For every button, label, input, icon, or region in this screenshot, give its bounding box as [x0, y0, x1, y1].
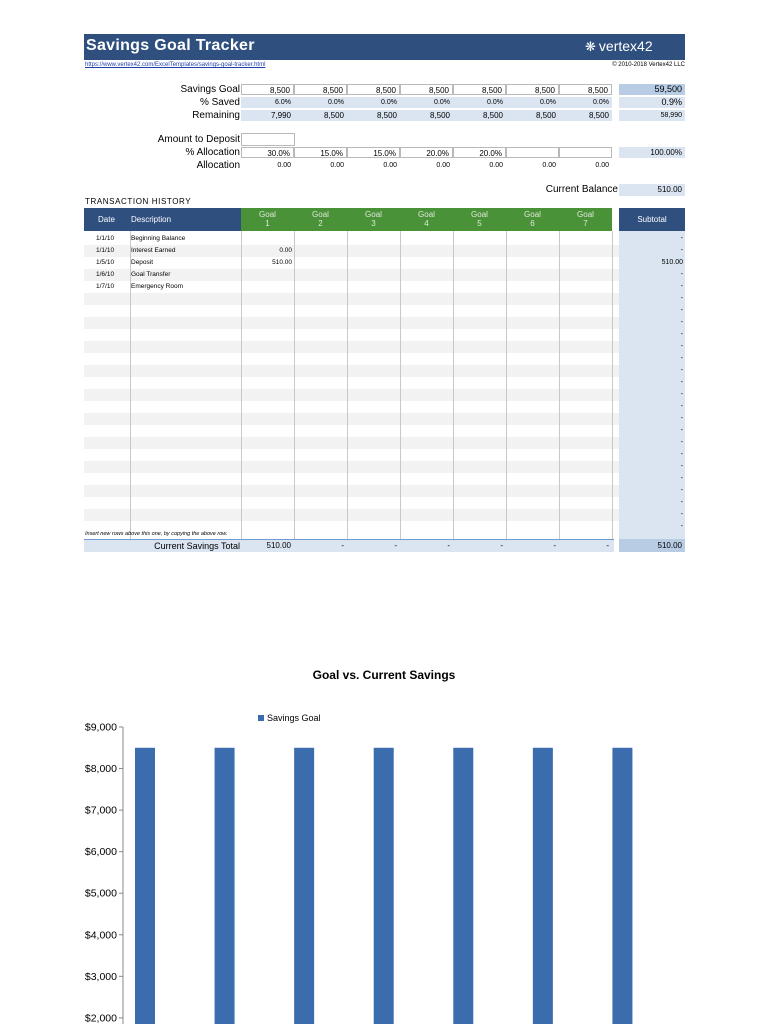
y-tick-label: $3,000 [84, 970, 117, 983]
savings-goal-label: Savings Goal [180, 84, 240, 95]
row-date: 1/1/10 [96, 235, 115, 242]
copyright-text: © 2010-2018 Vertex42 LLC [612, 62, 685, 68]
remaining-goal-2: 8,500 [294, 110, 347, 121]
column-divider [453, 231, 454, 539]
bar-goal-3 [294, 748, 314, 1024]
goal-5-column-header [453, 208, 506, 231]
row-subtotal: - [680, 487, 683, 494]
pct-saved-goal-1: 6.0% [241, 97, 294, 108]
goal-header-number: 1 [265, 219, 270, 228]
y-tick-label: $9,000 [84, 721, 117, 734]
legend-label: Savings Goal [267, 713, 321, 723]
pct-saved-goal-2: 0.0% [294, 97, 347, 108]
goal-4-column-header [400, 208, 453, 231]
bar-chart [0, 690, 768, 1024]
goal-header-word: Goal [418, 210, 435, 219]
row-description: Beginning Balance [131, 235, 186, 242]
goal-header-word: Goal [471, 210, 488, 219]
row-subtotal: - [680, 499, 683, 506]
current-balance-value: 510.00 [619, 184, 685, 196]
transaction-history-title: TRANSACTION HISTORY [85, 197, 192, 206]
row-subtotal: 510.00 [661, 259, 683, 266]
allocation-pct-goal-2[interactable]: 15.0% [294, 147, 347, 158]
pct-saved-total: 0.9% [619, 97, 685, 108]
row-subtotal: - [680, 283, 683, 290]
row-subtotal: - [680, 331, 683, 338]
pct-saved-goal-7: 0.0% [559, 97, 612, 108]
allocation-pct-goal-5[interactable]: 20.0% [453, 147, 506, 158]
y-tick-label: $4,000 [84, 929, 117, 942]
row-subtotal: - [680, 403, 683, 410]
y-tick-label: $5,000 [84, 887, 117, 900]
allocation-goal-2: 0.00 [330, 162, 344, 169]
row-subtotal: - [680, 391, 683, 398]
column-divider [506, 231, 507, 539]
allocation-pct-total: 100.00% [619, 147, 685, 158]
template-link[interactable]: https://www.vertex42.com/ExcelTemplates/savings-goal-tracker.html [85, 62, 266, 68]
row-date: 1/5/10 [96, 259, 115, 266]
column-divider [612, 231, 613, 539]
goal-6-column-header [506, 208, 559, 231]
row-subtotal: - [680, 355, 683, 362]
y-tick-label: $6,000 [84, 846, 117, 859]
goal-header-number: 3 [371, 219, 376, 228]
brand-name: vertex42 [598, 38, 653, 54]
goal-header-number: 6 [530, 219, 535, 228]
row-subtotal: - [680, 343, 683, 350]
row-subtotal: - [680, 463, 683, 470]
total-subtotal: 510.00 [619, 539, 685, 552]
column-divider [294, 231, 295, 539]
row-stripe [84, 437, 619, 449]
row-stripe [84, 389, 619, 401]
total-goal-7: - [606, 541, 609, 550]
row-date: 1/6/10 [96, 271, 115, 278]
row-subtotal: - [680, 511, 683, 518]
row-description: Interest Earned [131, 247, 176, 254]
goal-header-number: 4 [424, 219, 429, 228]
row-stripe [84, 365, 619, 377]
allocation-goal-5: 0.00 [489, 162, 503, 169]
row-subtotal: - [680, 439, 683, 446]
row-subtotal: - [680, 247, 683, 254]
column-divider [559, 231, 560, 539]
allocation-pct-goal-3[interactable]: 15.0% [347, 147, 400, 158]
row-subtotal: - [680, 319, 683, 326]
transaction-table [84, 231, 685, 539]
total-goal-1: 510.00 [266, 541, 291, 550]
row-subtotal: - [680, 235, 683, 242]
row-goal-1-amount [241, 269, 292, 281]
vertex42-logo-icon: ❋ [585, 39, 596, 54]
allocation-goal-3: 0.00 [383, 162, 397, 169]
remaining-goal-6: 8,500 [506, 110, 559, 121]
total-goal-5: - [500, 541, 503, 550]
subtotal-column-header: Subtotal [619, 208, 685, 231]
pct-saved-goal-6: 0.0% [506, 97, 559, 108]
goal-header-word: Goal [312, 210, 329, 219]
row-stripe [84, 485, 619, 497]
row-goal-1-amount: 510.00 [272, 259, 292, 266]
row-description: Deposit [131, 259, 154, 266]
row-stripe [84, 413, 619, 425]
row-subtotal: - [680, 307, 683, 314]
allocation-pct-goal-6[interactable] [506, 147, 559, 158]
goal-header-word: Goal [577, 210, 594, 219]
row-description: Emergency Room [131, 283, 184, 290]
allocation-goal-1: 0.00 [277, 162, 291, 169]
amount-to-deposit-input[interactable] [241, 133, 295, 146]
chart-title: Goal vs. Current Savings [312, 668, 456, 682]
bar-goal-6 [533, 748, 553, 1024]
bar-goal-4 [374, 748, 394, 1024]
remaining-goal-3: 8,500 [347, 110, 400, 121]
row-stripe [84, 461, 619, 473]
brand-logo[interactable] [585, 38, 653, 55]
total-goal-6: - [553, 541, 556, 550]
goal-header-word: Goal [259, 210, 276, 219]
bar-goal-5 [453, 748, 473, 1024]
goal-header-word: Goal [524, 210, 541, 219]
goal-2-column-header [294, 208, 347, 231]
amount-to-deposit-label: Amount to Deposit [157, 134, 240, 145]
remaining-goal-5: 8,500 [453, 110, 506, 121]
row-subtotal: - [680, 271, 683, 278]
row-subtotal: - [680, 367, 683, 374]
transaction-header [84, 208, 241, 231]
row-subtotal: - [680, 295, 683, 302]
row-subtotal: - [680, 451, 683, 458]
remaining-goal-4: 8,500 [400, 110, 453, 121]
remaining-total: 58,990 [619, 110, 685, 121]
goal-3-column-header [347, 208, 400, 231]
allocation-pct-goal-4[interactable]: 20.0% [400, 147, 453, 158]
goal-header-number: 2 [318, 219, 323, 228]
row-subtotal: - [680, 415, 683, 422]
allocation-label: Allocation [196, 160, 240, 171]
remaining-goal-7: 8,500 [559, 110, 612, 121]
row-stripe [84, 293, 619, 305]
total-goal-2: - [341, 541, 344, 550]
savings-goal-goal-1[interactable]: 8,500 [241, 84, 294, 95]
savings-goal-goal-2[interactable]: 8,500 [294, 84, 347, 95]
y-tick-label: $2,000 [84, 1012, 117, 1024]
allocation-pct-goal-7[interactable] [559, 147, 612, 158]
row-subtotal: - [680, 379, 683, 386]
savings-goal-goal-7[interactable]: 8,500 [559, 84, 612, 95]
row-date: 1/7/10 [96, 283, 115, 290]
row-subtotal: - [680, 427, 683, 434]
bar-goal-2 [215, 748, 235, 1024]
savings-goal-goal-6[interactable]: 8,500 [506, 84, 559, 95]
row-goal-1-amount [241, 233, 292, 245]
insert-row-note: Insert new rows above this one, by copying the above row. [85, 531, 228, 537]
total-goal-4: - [447, 541, 450, 550]
savings-goal-goal-4[interactable]: 8,500 [400, 84, 453, 95]
row-description: Goal Transfer [131, 271, 171, 278]
row-goal-1-amount: 0.00 [279, 247, 292, 254]
pct-saved-goal-4: 0.0% [400, 97, 453, 108]
y-tick-label: $7,000 [84, 804, 117, 817]
allocation-goal-6: 0.00 [542, 162, 556, 169]
allocation-pct-label: % Allocation [185, 147, 240, 158]
remaining-label: Remaining [192, 110, 240, 121]
column-divider [347, 231, 348, 539]
pct-saved-goal-5: 0.0% [453, 97, 506, 108]
remaining-goal-1: 7,990 [241, 110, 294, 121]
y-tick-label: $8,000 [84, 763, 117, 776]
allocation-goal-4: 0.00 [436, 162, 450, 169]
description-column-header: Description [131, 215, 172, 224]
goal-header-number: 5 [477, 219, 482, 228]
goal-1-column-header [241, 208, 294, 231]
row-stripe [84, 509, 619, 521]
current-savings-total-label: Current Savings Total [154, 541, 240, 551]
row-goal-1-amount [241, 281, 292, 293]
column-divider [400, 231, 401, 539]
page-title: Savings Goal Tracker [86, 37, 255, 54]
row-stripe [84, 341, 619, 353]
savings-goal-goal-5[interactable]: 8,500 [453, 84, 506, 95]
allocation-goal-7: 0.00 [595, 162, 609, 169]
row-stripe [84, 317, 619, 329]
bar-goal-1 [135, 748, 155, 1024]
goal-header-number: 7 [583, 219, 588, 228]
goal-7-column-header [559, 208, 612, 231]
savings-goal-goal-3[interactable]: 8,500 [347, 84, 400, 95]
savings-goal-total: 59,500 [619, 84, 685, 95]
pct-saved-label: % Saved [199, 97, 240, 108]
row-date: 1/1/10 [96, 247, 115, 254]
current-balance-label: Current Balance [545, 184, 618, 195]
goal-header-word: Goal [365, 210, 382, 219]
bar-goal-7 [612, 748, 632, 1024]
date-column-header: Date [98, 215, 115, 224]
row-subtotal: - [680, 523, 683, 530]
pct-saved-goal-3: 0.0% [347, 97, 400, 108]
row-subtotal: - [680, 475, 683, 482]
allocation-pct-goal-1[interactable]: 30.0% [241, 147, 294, 158]
total-goal-3: - [394, 541, 397, 550]
